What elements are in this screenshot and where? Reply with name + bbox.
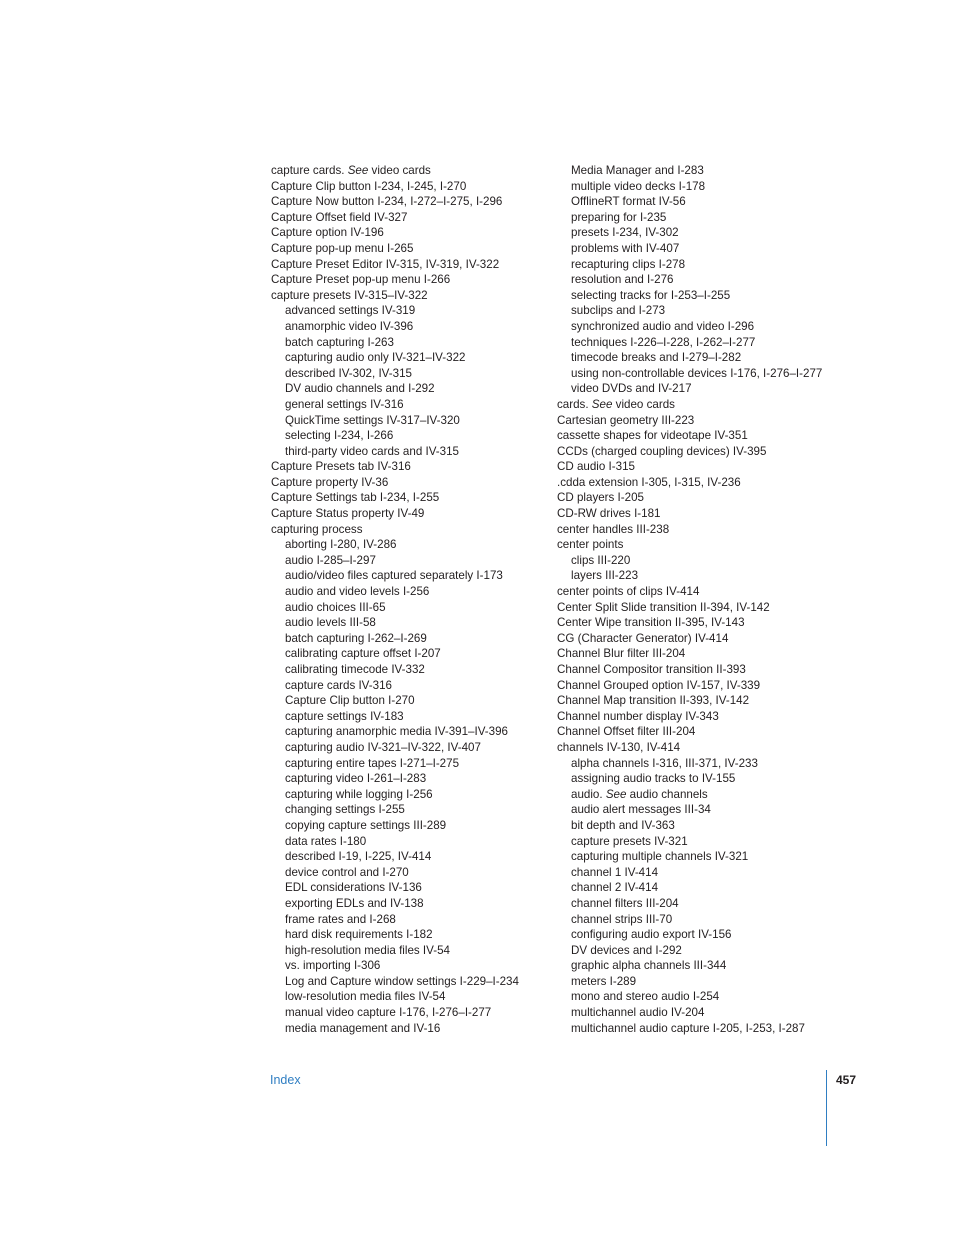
index-subentry — [271, 678, 571, 694]
index-subentry — [271, 771, 571, 787]
index-entry — [557, 444, 887, 460]
index-entry-text: subclips and I-273 — [571, 304, 666, 318]
index-entry-text: Capture pop-up menu I-265 — [271, 241, 414, 255]
index-entry-text: audio and video levels I-256 — [285, 585, 430, 599]
index-entry — [557, 724, 887, 740]
index-entry — [271, 210, 571, 226]
index-entry — [271, 241, 571, 257]
index-entry-text: Capture option IV-196 — [271, 226, 384, 240]
index-entry-text: techniques I-226–I-228, I-262–I-277 — [571, 335, 756, 349]
index-entry-text: channel 2 IV-414 — [571, 881, 659, 895]
index-subentry — [557, 568, 887, 584]
index-subentry — [557, 225, 887, 241]
index-entry — [557, 678, 887, 694]
index-entry-text: selecting I-234, I-266 — [285, 429, 394, 443]
index-entry-text: capturing video I-261–I-283 — [285, 772, 427, 786]
index-subentry — [271, 724, 571, 740]
index-subentry — [271, 350, 571, 366]
index-column-left — [271, 163, 571, 1036]
index-entry-text: capturing audio IV-321–IV-322, IV-407 — [285, 740, 481, 754]
index-entry-text: frame rates and I-268 — [285, 912, 396, 926]
index-subentry — [271, 958, 571, 974]
index-subentry — [271, 927, 571, 943]
index-subentry — [557, 834, 887, 850]
see-reference: See — [591, 397, 613, 411]
index-subentry — [271, 335, 571, 351]
index-entry-text: video DVDs and IV-217 — [571, 382, 692, 396]
index-entry-text: Channel number display IV-343 — [557, 709, 719, 723]
index-subentry — [557, 288, 887, 304]
index-entry-text: audio. — [571, 787, 606, 801]
index-subentry — [557, 366, 887, 382]
index-subentry — [557, 319, 887, 335]
index-entry-text: presets I-234, IV-302 — [571, 226, 679, 240]
index-entry-text: Channel Compositor transition II-393 — [557, 663, 746, 676]
index-subentry — [557, 756, 887, 772]
index-entry-text: CD audio I-315 — [557, 460, 635, 474]
index-entry — [557, 584, 887, 600]
index-subentry — [271, 974, 571, 990]
index-subentry — [271, 943, 571, 959]
index-entry-text: low-resolution media files IV-54 — [285, 990, 446, 1004]
index-entry-text: problems with IV-407 — [571, 241, 680, 255]
index-subentry — [271, 1005, 571, 1021]
index-subentry — [271, 428, 571, 444]
index-entry-text: described IV-302, IV-315 — [285, 366, 412, 380]
index-subentry — [271, 584, 571, 600]
index-entry-text: exporting EDLs and IV-138 — [285, 896, 424, 910]
index-entry-text: Capture property IV-36 — [271, 475, 389, 489]
index-entry-text: mono and stereo audio I-254 — [571, 990, 720, 1004]
index-entry-text: capturing multiple channels IV-321 — [571, 850, 749, 864]
index-subentry — [557, 802, 887, 818]
index-entry-text: capture cards. — [271, 164, 348, 177]
index-entry-text: capture settings IV-183 — [285, 709, 404, 723]
index-subentry — [271, 896, 571, 912]
index-entry-text: capturing while logging I-256 — [285, 787, 433, 801]
index-subentry — [557, 210, 887, 226]
index-entry-text: multichannel audio capture I-205, I-253, I-287 — [571, 1021, 805, 1035]
footer-section-label: Index — [270, 1073, 301, 1087]
index-entry-text: aborting I-280, IV-286 — [285, 538, 397, 552]
index-entry-text: channel strips III-70 — [571, 912, 673, 926]
index-subentry — [271, 600, 571, 616]
index-entry-text: audio choices III-65 — [285, 600, 386, 614]
index-subentry — [557, 927, 887, 943]
index-entry-text: manual video capture I-176, I-276–I-277 — [285, 1006, 492, 1020]
index-entry — [557, 740, 887, 756]
index-entry — [271, 194, 571, 210]
index-subentry — [271, 802, 571, 818]
index-subentry — [271, 366, 571, 382]
index-entry-text: preparing for I-235 — [571, 210, 667, 224]
index-entry-text: copying capture settings III-289 — [285, 818, 447, 832]
index-entry-text: Capture Presets tab IV-316 — [271, 460, 411, 474]
index-subentry — [557, 163, 887, 179]
index-entry-text: high-resolution media files IV-54 — [285, 943, 450, 957]
index-entry-text: multichannel audio IV-204 — [571, 1006, 705, 1020]
index-entry — [557, 693, 887, 709]
index-subentry — [271, 989, 571, 1005]
index-entry-text: using non-controllable devices I-176, I-276–I-277 — [571, 366, 823, 380]
index-entry-text: audio alert messages III-34 — [571, 803, 711, 817]
index-entry-text: advanced settings IV-319 — [285, 304, 416, 318]
index-subentry — [271, 319, 571, 335]
index-entry-text: Channel Grouped option IV-157, IV-339 — [557, 678, 761, 692]
index-entry-text: Channel Offset filter III-204 — [557, 725, 696, 739]
index-entry — [557, 709, 887, 725]
index-entry-text: capturing audio only IV-321–IV-322 — [285, 351, 466, 365]
index-entry — [271, 288, 571, 304]
index-subentry — [557, 241, 887, 257]
index-entry-text: DV devices and I-292 — [571, 943, 682, 957]
index-subentry — [271, 849, 571, 865]
index-entry-text: capture presets IV-315–IV-322 — [271, 288, 428, 302]
index-subentry — [557, 1021, 887, 1037]
index-entry-text: Capture Preset Editor IV-315, IV-319, IV-322 — [271, 257, 500, 271]
index-entry-text: graphic alpha channels III-344 — [571, 959, 727, 973]
index-subentry — [271, 662, 571, 678]
index-subentry — [557, 1005, 887, 1021]
index-entry-text: changing settings I-255 — [285, 803, 405, 817]
index-subentry — [271, 568, 571, 584]
index-subentry — [271, 646, 571, 662]
index-entry-text: meters I-289 — [571, 974, 637, 988]
index-entry-text: Capture Clip button I-270 — [285, 694, 415, 708]
index-entry-text: synchronized audio and video I-296 — [571, 319, 755, 333]
index-subentry — [557, 381, 887, 397]
index-subentry — [557, 787, 887, 803]
index-entry-text: capturing anamorphic media IV-391–IV-396 — [285, 725, 508, 739]
index-entry — [271, 522, 571, 538]
see-reference: See — [605, 787, 627, 801]
index-entry-text: calibrating capture offset I-207 — [285, 647, 441, 661]
see-target: video cards — [368, 164, 431, 177]
index-entry-text: Cartesian geometry III-223 — [557, 413, 695, 427]
index-entry — [271, 459, 571, 475]
index-subentry — [271, 615, 571, 631]
index-entry-text: capturing process — [271, 522, 363, 536]
index-entry-text: Channel Map transition II-393, IV-142 — [557, 694, 750, 708]
index-entry — [557, 413, 887, 429]
index-entry — [557, 537, 887, 553]
index-subentry — [271, 413, 571, 429]
index-subentry — [271, 693, 571, 709]
index-entry-text: capturing entire tapes I-271–I-275 — [285, 756, 460, 770]
index-subentry — [557, 943, 887, 959]
index-entry-text: timecode breaks and I-279–I-282 — [571, 351, 742, 365]
index-entry — [557, 397, 887, 413]
index-entry — [557, 490, 887, 506]
index-entry-text: configuring audio export IV-156 — [571, 928, 732, 942]
index-entry — [271, 257, 571, 273]
index-entry-text: calibrating timecode IV-332 — [285, 663, 425, 676]
index-entry-text: capture presets IV-321 — [571, 834, 688, 848]
index-entry-text: QuickTime settings IV-317–IV-320 — [285, 413, 460, 427]
index-entry — [557, 631, 887, 647]
index-entry — [271, 225, 571, 241]
index-subentry — [271, 740, 571, 756]
index-subentry — [271, 397, 571, 413]
index-subentry — [557, 896, 887, 912]
index-entry-text: multiple video decks I-178 — [571, 179, 706, 193]
index-entry-text: Capture Status property IV-49 — [271, 507, 425, 521]
index-subentry — [557, 912, 887, 928]
index-subentry — [271, 631, 571, 647]
index-subentry — [271, 553, 571, 569]
index-entry — [557, 522, 887, 538]
index-subentry — [271, 303, 571, 319]
index-subentry — [557, 880, 887, 896]
index-subentry — [271, 381, 571, 397]
index-subentry — [557, 989, 887, 1005]
index-entry-text: recapturing clips I-278 — [571, 257, 686, 271]
index-subentry — [271, 756, 571, 772]
index-entry — [271, 163, 571, 179]
index-entry-text: center handles III-238 — [557, 522, 670, 536]
index-subentry — [557, 350, 887, 366]
index-subentry — [557, 194, 887, 210]
index-subentry — [271, 709, 571, 725]
index-subentry — [271, 1021, 571, 1037]
index-entry — [557, 459, 887, 475]
see-target: video cards — [612, 397, 675, 411]
index-entry-text: media management and IV-16 — [285, 1021, 441, 1035]
index-entry-text: channels IV-130, IV-414 — [557, 740, 681, 754]
index-entry-text: cassette shapes for videotape IV-351 — [557, 429, 748, 443]
index-entry — [557, 428, 887, 444]
index-entry-text: assigning audio tracks to IV-155 — [571, 772, 736, 786]
index-subentry — [271, 537, 571, 553]
index-entry — [557, 662, 887, 678]
index-entry-text: third-party video cards and IV-315 — [285, 444, 460, 458]
index-entry-text: CD players I-205 — [557, 491, 644, 505]
index-subentry — [271, 865, 571, 881]
index-entry-text: alpha channels I-316, III-371, IV-233 — [571, 756, 758, 770]
index-entry — [557, 615, 887, 631]
index-entry-text: data rates I-180 — [285, 834, 367, 848]
index-entry-text: Channel Blur filter III-204 — [557, 647, 686, 661]
index-entry — [271, 272, 571, 288]
index-entry-text: audio levels III-58 — [285, 616, 376, 630]
index-entry — [557, 506, 887, 522]
index-subentry — [557, 958, 887, 974]
index-entry — [557, 646, 887, 662]
index-entry-text: anamorphic video IV-396 — [285, 319, 414, 333]
index-entry-text: clips III-220 — [571, 553, 631, 567]
index-subentry — [271, 912, 571, 928]
index-entry — [271, 475, 571, 491]
index-entry-text: cards. — [557, 397, 592, 411]
index-subentry — [557, 553, 887, 569]
index-entry-text: Capture Preset pop-up menu I-266 — [271, 273, 451, 287]
footer-divider — [826, 1070, 827, 1146]
index-entry-text: Media Manager and I-283 — [571, 164, 704, 177]
index-entry-text: channel filters III-204 — [571, 896, 679, 910]
index-entry-text: Capture Clip button I-234, I-245, I-270 — [271, 179, 467, 193]
index-subentry — [271, 818, 571, 834]
index-entry-text: Center Wipe transition II-395, IV-143 — [557, 616, 745, 630]
index-entry-text: Center Split Slide transition II-394, IV-142 — [557, 600, 770, 614]
index-column-right — [557, 163, 887, 1036]
index-entry-text: vs. importing I-306 — [285, 959, 381, 973]
see-reference: See — [347, 164, 369, 177]
index-entry-text: batch capturing I-262–I-269 — [285, 631, 427, 645]
index-entry-text: described I-19, I-225, IV-414 — [285, 850, 432, 864]
index-entry-text: CD-RW drives I-181 — [557, 507, 661, 521]
index-entry-text: center points of clips IV-414 — [557, 585, 700, 599]
index-entry-text: bit depth and IV-363 — [571, 818, 675, 832]
index-subentry — [557, 179, 887, 195]
index-subentry — [557, 257, 887, 273]
index-entry-text: layers III-223 — [571, 569, 639, 583]
see-target: audio channels — [626, 787, 708, 801]
index-entry-text: CG (Character Generator) IV-414 — [557, 631, 729, 645]
index-entry-text: hard disk requirements I-182 — [285, 928, 433, 942]
index-subentry — [557, 771, 887, 787]
index-entry-text: audio/video files captured separately I-173 — [285, 569, 503, 583]
index-subentry — [557, 974, 887, 990]
index-subentry — [557, 865, 887, 881]
index-entry — [271, 179, 571, 195]
index-entry-text: EDL considerations IV-136 — [285, 881, 422, 895]
index-entry-text: Capture Now button I-234, I-272–I-275, I-296 — [271, 195, 503, 209]
page-number: 457 — [836, 1073, 857, 1087]
index-subentry — [557, 303, 887, 319]
index-entry-text: capture cards IV-316 — [285, 678, 392, 692]
index-entry-text: batch capturing I-263 — [285, 335, 394, 349]
index-subentry — [557, 272, 887, 288]
index-entry-text: DV audio channels and I-292 — [285, 382, 435, 396]
index-entry-text: Capture Settings tab I-234, I-255 — [271, 491, 440, 505]
index-subentry — [557, 818, 887, 834]
index-entry-text: selecting tracks for I-253–I-255 — [571, 288, 731, 302]
index-entry-text: OfflineRT format IV-56 — [571, 195, 686, 209]
index-entry-text: channel 1 IV-414 — [571, 865, 659, 879]
index-subentry — [557, 335, 887, 351]
index-entry-text: center points — [557, 538, 624, 552]
index-entry — [271, 506, 571, 522]
index-entry — [271, 490, 571, 506]
index-entry-text: Capture Offset field IV-327 — [271, 210, 408, 224]
index-subentry — [271, 444, 571, 460]
index-entry-text: general settings IV-316 — [285, 397, 404, 411]
index-subentry — [271, 787, 571, 803]
index-subentry — [557, 849, 887, 865]
index-subentry — [271, 834, 571, 850]
index-entry — [557, 600, 887, 616]
index-entry-text: device control and I-270 — [285, 865, 409, 879]
index-entry-text: .cdda extension I-305, I-315, IV-236 — [557, 475, 741, 489]
index-entry-text: CCDs (charged coupling devices) IV-395 — [557, 444, 767, 458]
index-entry-text: audio I-285–I-297 — [285, 553, 376, 567]
index-entry-text: resolution and I-276 — [571, 273, 674, 287]
index-entry-text: Log and Capture window settings I-229–I-234 — [285, 974, 519, 988]
index-subentry — [271, 880, 571, 896]
index-entry — [557, 475, 887, 491]
